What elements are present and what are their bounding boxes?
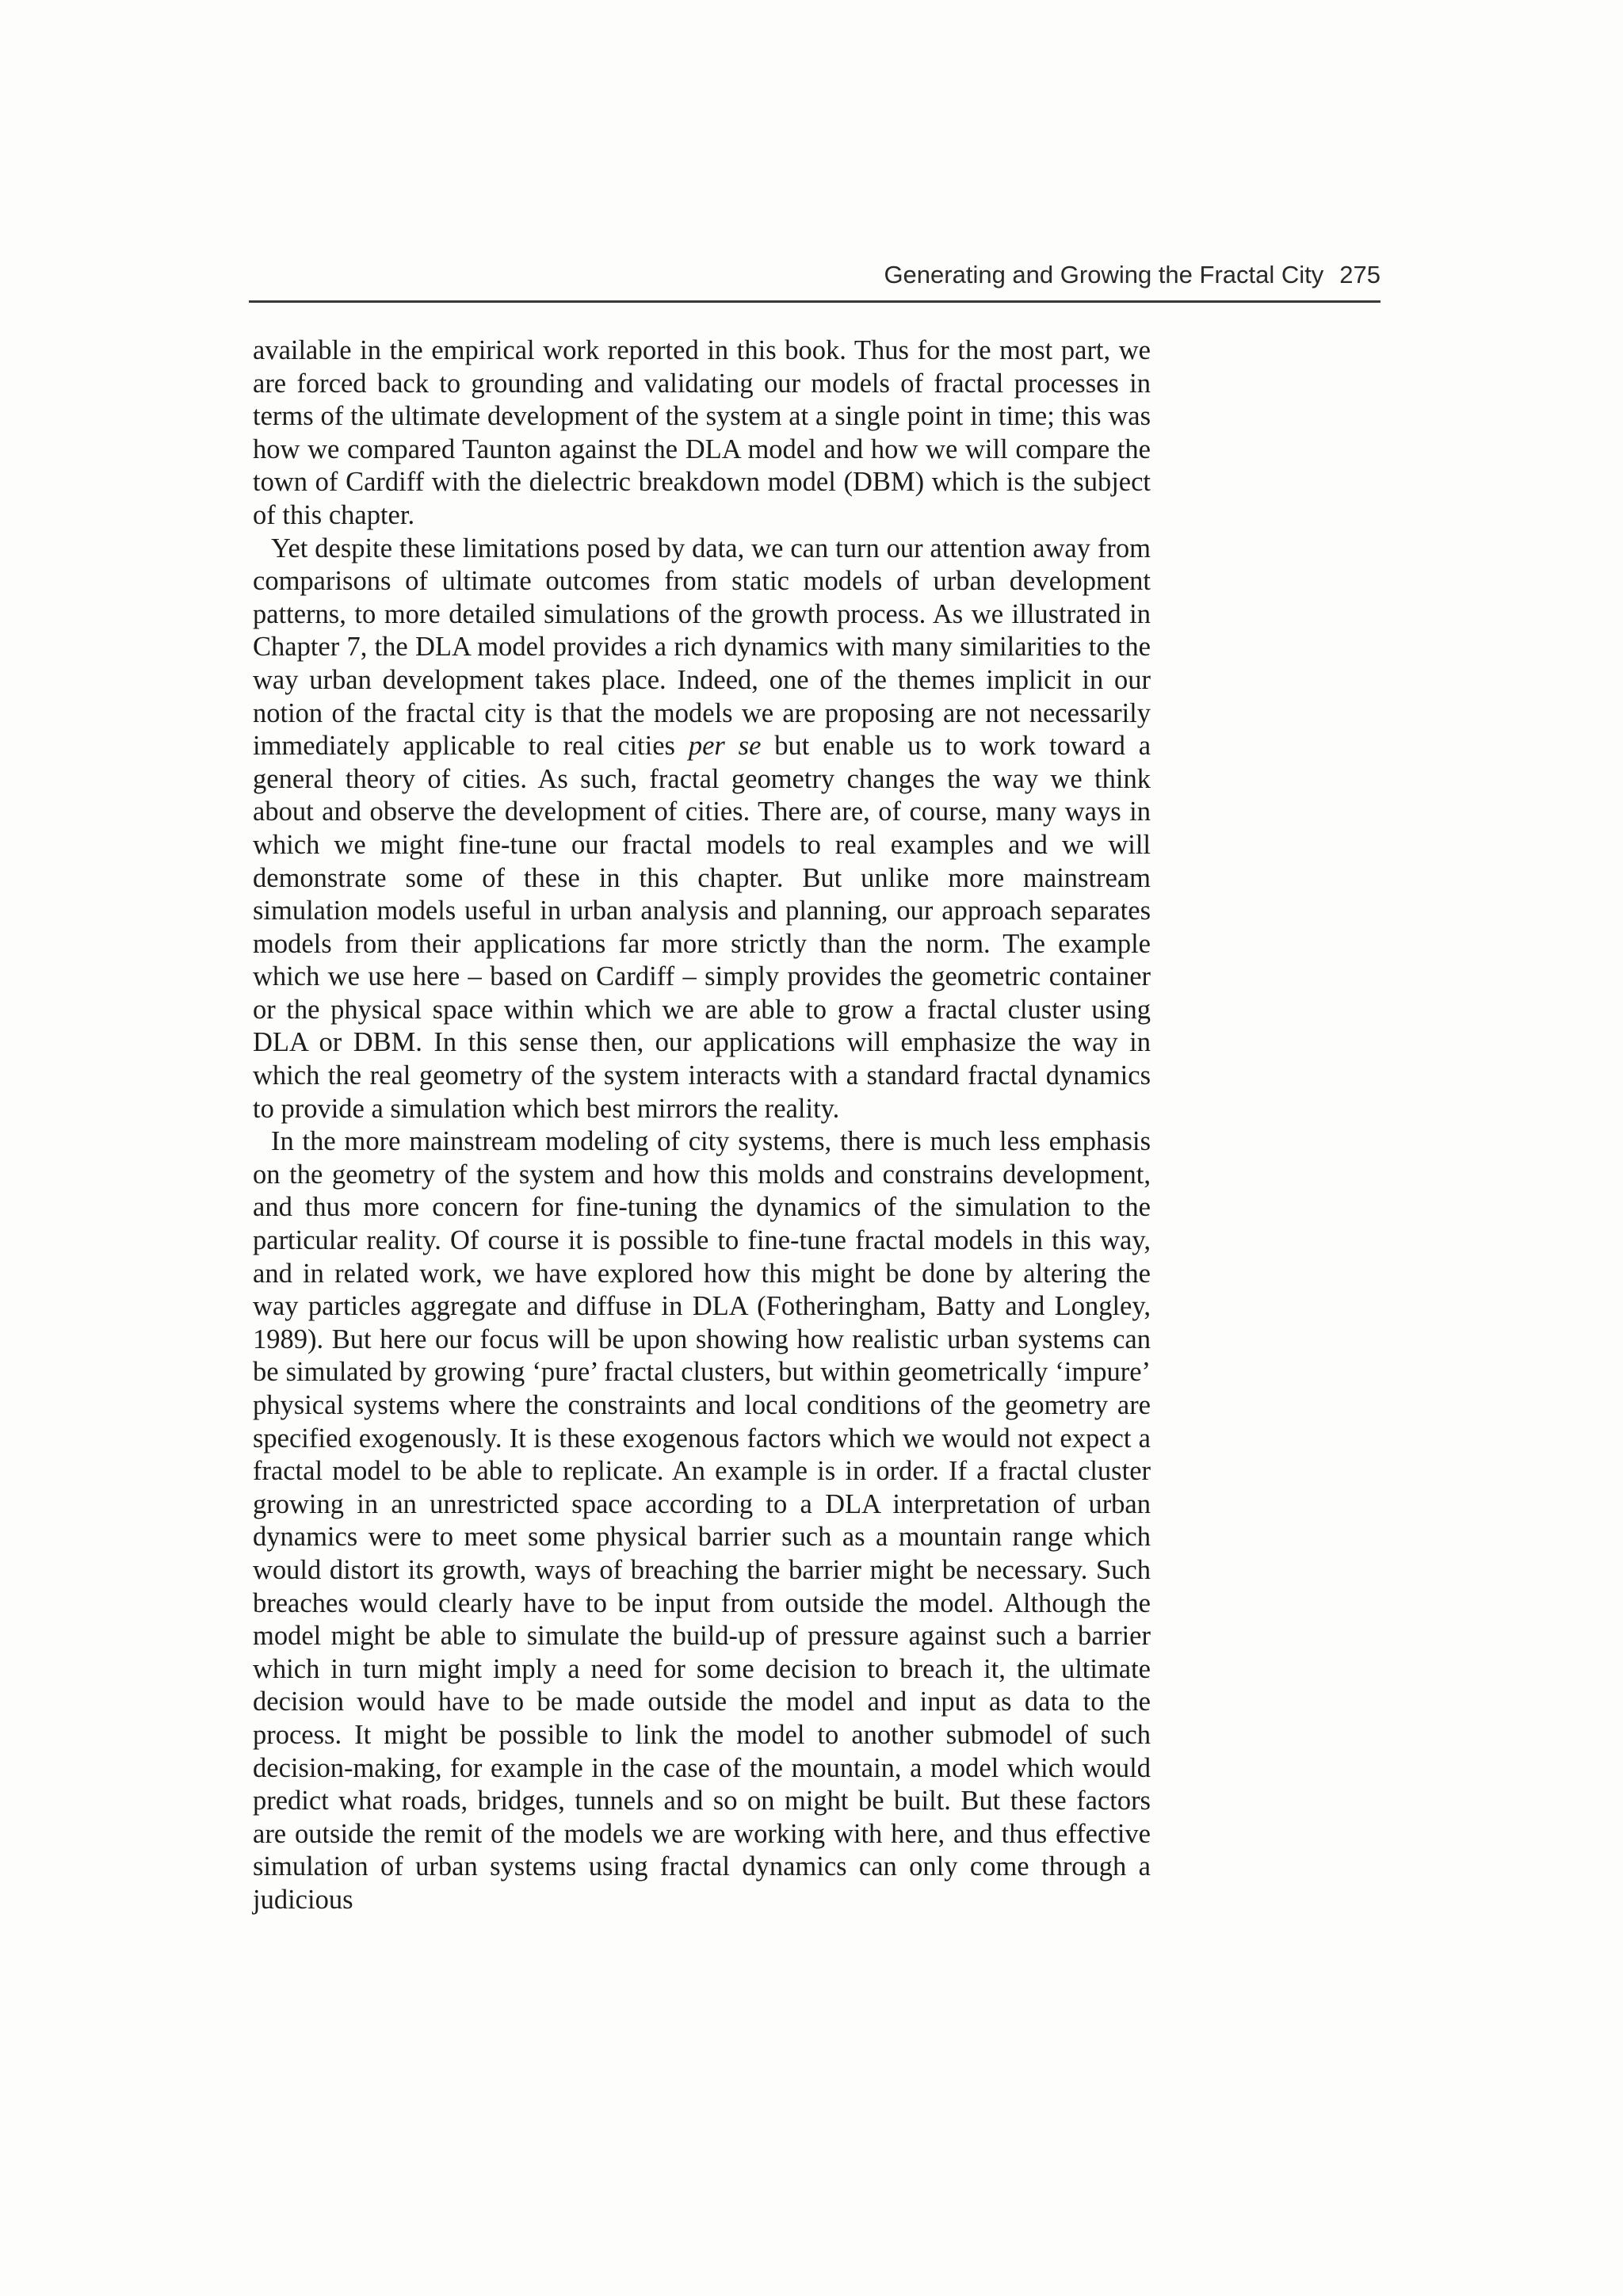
paragraph-2 [253,533,1151,1126]
paragraph-2-part-a: Yet despite these limitations posed by data, we can turn our attention away from comparisons of ultimate outcomes from static models of urban development patterns, to more detailed simulations of the growth process. As we illustrated in Chapter 7, the DLA model provides a rich dynamics with many similarities to the way urban development takes place. Indeed, one of the themes implicit in our notion of the fractal city is that the models we are proposing are not necessarily immediately applicable to real cities [253,533,1151,762]
paragraph-2-italic: per se [688,731,762,762]
paragraph-1: available in the empirical work reported in this book. Thus for the most part, we are forced back to grounding and validating our models of fractal processes in terms of the ultimate development of the system at a single point in time; this was how we compared Taunton against the DLA model and how we will compare the town of Cardiff with the dielectric breakdown model (DBM) which is the subject of this chapter. [253,335,1151,530]
running-head-title: Generating and Growing the Fractal City [884,261,1324,288]
paragraph-2-part-b: but enable us to work toward a general theory of cities. As such, fractal geometry changes the way we think about and observe the development of cities. There are, of course, many ways in which we might fine-tune our fractal models to real examples and we will demonstrate some of these in this chapter. But unlike more mainstream simulation models useful in urban analysis and planning, our approach separates models from their applications far more strictly than the norm. The example which we use here – based on Cardiff – simply provides the geometric container or the physical space within which we are able to grow a fractal cluster using DLA or DBM. In this sense then, our applications will emphasize the way in which the real geometry of the system interacts with a standard fractal dynamics to provide a simulation which best mirrors the reality. [253,731,1151,1124]
body-text [253,334,1151,1917]
header-rule [249,300,1381,303]
running-head [250,255,1381,295]
page-number: 275 [1339,261,1381,288]
paragraph-3: In the more mainstream modeling of city systems, there is much less emphasis on the geometry of the system and how this molds and constrains development, and thus more concern for fine-tuning the dynamics of the simulation to the particular reality. Of course it is possible to fine-tune fractal models in this way, and in related work, we have explored how this might be done by altering the way particles aggregate and diffuse in DLA (Fotheringham, Batty and Longley, 1989). But here our focus will be upon showing how realistic urban systems can be simulated by growing ‘pure’ fractal clusters, but within geometrically ‘impure’ physical systems where the constraints and local conditions of the geometry are specified exogenously. It is these exogenous factors which we would not expect a fractal model to be able to replicate. An example is in order. If a fractal cluster growing in an unrestricted space according to a DLA interpretation of urban dynamics were to meet some physical barrier such as a mountain range which would distort its growth, ways of breaching the barrier might be necessary. Such breaches would clearly have to be input from outside the model. Although the model might be able to simulate the build-up of pressure against such a barrier which in turn might imply a need for some decision to breach it, the ultimate decision would have to be made outside the model and input as data to the process. It might be possible to link the model to another submodel of such decision-making, for example in the case of the mountain, a model which would predict what roads, bridges, tunnels and so on might be built. But these factors are outside the remit of the models we are working with here, and thus effective simulation of urban systems using fractal dynamics can only come through a judicious [253,1126,1151,1915]
